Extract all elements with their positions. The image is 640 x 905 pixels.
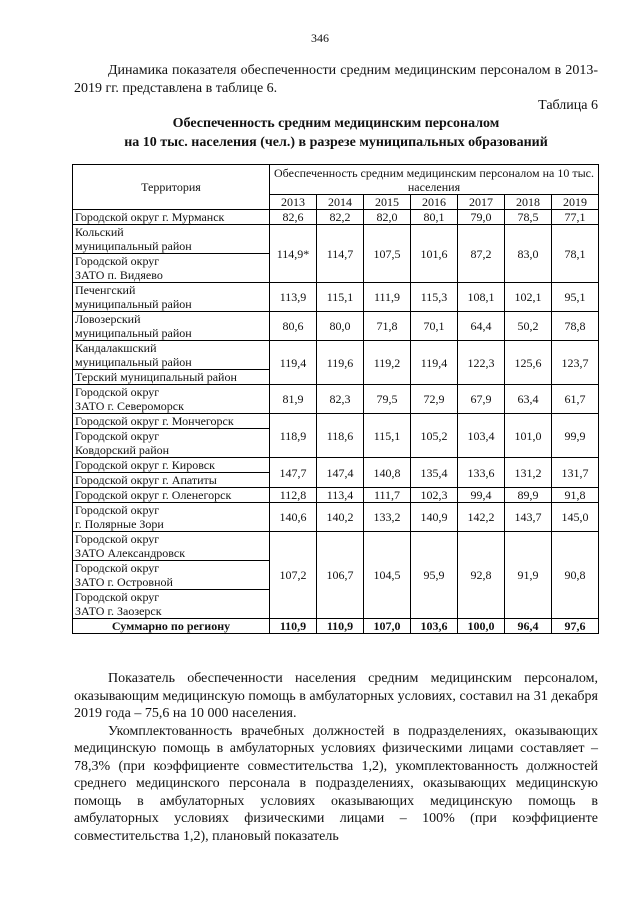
territory-line: муниципальный район — [75, 239, 192, 253]
territory-cell — [73, 429, 270, 458]
paragraph-outpatient-indicator: Показатель обеспеченности населения средним медицинским персоналом, оказывающим медицинскую помощь в амбулаторных условиях, составил на 31 декабря 2019 года – 75,6 на 10 000 населения. — [74, 671, 598, 721]
value-cell: 115,3 — [411, 283, 458, 312]
value-cell: 82,2 — [317, 210, 364, 225]
value-cell: 113,4 — [317, 488, 364, 503]
territory-line: Кольский — [75, 225, 124, 239]
value-cell: 140,9 — [411, 503, 458, 532]
value-cell: 82,0 — [364, 210, 411, 225]
territory-line: ЗАТО г. Заозерск — [75, 604, 162, 618]
value-cell: 119,2 — [364, 341, 411, 385]
value-cell: 131,7 — [552, 458, 599, 488]
total-label: Суммарно по региону — [73, 619, 270, 634]
territory-cell — [73, 370, 270, 385]
value-cell: 71,8 — [364, 312, 411, 341]
value-cell: 78,1 — [552, 225, 599, 283]
territory-line: Городской округ — [75, 590, 160, 604]
table-row — [73, 503, 599, 532]
value-cell: 135,4 — [411, 458, 458, 488]
header-year: 2019 — [552, 195, 599, 210]
value-cell: 122,3 — [458, 341, 505, 385]
value-cell: 104,5 — [364, 532, 411, 619]
value-cell: 108,1 — [458, 283, 505, 312]
territory-line: Городской округ — [75, 429, 160, 443]
table-row — [73, 283, 599, 312]
value-cell: 83,0 — [505, 225, 552, 283]
value-cell: 114,7 — [317, 225, 364, 283]
territory-line: муниципальный район — [75, 297, 192, 311]
intro-paragraph: Динамика показателя обеспеченности средним медицинским персоналом в 2013-2019 гг. представлена в таблице 6. — [74, 63, 598, 96]
value-cell: 147,4 — [317, 458, 364, 488]
territory-line: Ловозерский — [75, 312, 141, 326]
table-header — [73, 165, 599, 210]
value-cell: 102,3 — [411, 488, 458, 503]
header-year: 2016 — [411, 195, 458, 210]
territory-cell — [73, 210, 270, 225]
total-row — [73, 619, 599, 634]
value-cell: 111,7 — [364, 488, 411, 503]
value-cell: 80,0 — [317, 312, 364, 341]
value-cell: 133,2 — [364, 503, 411, 532]
territory-line: Городской округ — [75, 532, 160, 546]
territory-cell — [73, 414, 270, 429]
value-cell: 80,1 — [411, 210, 458, 225]
value-cell: 78,5 — [505, 210, 552, 225]
header-year: 2017 — [458, 195, 505, 210]
territory-line: ЗАТО г. Североморск — [75, 399, 184, 413]
header-provision-group: Обеспеченность средним медицинским персоналом на 10 тыс. населения — [270, 165, 599, 195]
value-cell: 147,7 — [270, 458, 317, 488]
value-cell: 131,2 — [505, 458, 552, 488]
value-cell: 105,2 — [411, 414, 458, 458]
value-cell: 133,6 — [458, 458, 505, 488]
value-cell: 118,9 — [270, 414, 317, 458]
value-cell: 115,1 — [317, 283, 364, 312]
value-cell: 92,8 — [458, 532, 505, 619]
table-title — [74, 114, 598, 152]
value-cell: 95,9 — [411, 532, 458, 619]
value-cell: 143,7 — [505, 503, 552, 532]
value-cell: 112,8 — [270, 488, 317, 503]
territory-line: Печенгский — [75, 283, 136, 297]
value-cell: 90,8 — [552, 532, 599, 619]
value-cell: 67,9 — [458, 385, 505, 414]
value-cell: 119,6 — [317, 341, 364, 385]
table-row — [73, 488, 599, 503]
table-row — [73, 225, 599, 254]
header-year: 2015 — [364, 195, 411, 210]
value-cell: 140,6 — [270, 503, 317, 532]
body-text — [74, 670, 598, 845]
value-cell: 125,6 — [505, 341, 552, 385]
paragraph-staffing: Укомплектованность врачебных должностей в подразделениях, оказывающих медицинскую помощь в амбулаторных условиях физическими лицами составляет – 78,3% (при коэффициенте совместительства 1,2), укомплектованность должностей среднего медицинского персонала в подразделениях, оказывающих медицинскую помощь в амбулаторных условиях оказывающих медицинскую помощь в амбулаторных условиях физическими лицами – 100% (при коэффициенте совместительства 1,2), плановый показатель — [74, 723, 598, 844]
territory-cell — [73, 225, 270, 254]
value-cell: 91,8 — [552, 488, 599, 503]
value-cell: 78,8 — [552, 312, 599, 341]
value-cell: 80,6 — [270, 312, 317, 341]
table-row — [73, 210, 599, 225]
value-cell: 114,9* — [270, 225, 317, 283]
territory-cell — [73, 473, 270, 488]
territory-cell — [73, 385, 270, 414]
territory-cell — [73, 590, 270, 619]
value-cell: 50,2 — [505, 312, 552, 341]
territory-line: г. Полярные Зори — [75, 517, 164, 531]
total-value-cell: 110,9 — [317, 619, 364, 634]
territory-line: Городской округ — [75, 254, 160, 268]
value-cell: 79,5 — [364, 385, 411, 414]
value-cell: 101,0 — [505, 414, 552, 458]
table-title-line-2: на 10 тыс. населения (чел.) в разрезе муниципальных образований — [124, 135, 548, 150]
value-cell: 119,4 — [411, 341, 458, 385]
territory-line: Городской округ — [75, 561, 160, 575]
table-row — [73, 532, 599, 561]
territory-cell — [73, 458, 270, 473]
value-cell: 106,7 — [317, 532, 364, 619]
territory-line: Городской округ г. Оленегорск — [75, 488, 232, 502]
total-value-cell: 103,6 — [411, 619, 458, 634]
territory-cell — [73, 254, 270, 283]
provision-table — [72, 164, 599, 634]
table-body — [73, 210, 599, 634]
header-year: 2018 — [505, 195, 552, 210]
table-row — [73, 458, 599, 473]
value-cell: 95,1 — [552, 283, 599, 312]
value-cell: 91,9 — [505, 532, 552, 619]
territory-cell — [73, 532, 270, 561]
header-year: 2014 — [317, 195, 364, 210]
territory-cell — [73, 503, 270, 532]
territory-line: ЗАТО г. Островной — [75, 575, 173, 589]
territory-cell — [73, 283, 270, 312]
total-value-cell: 110,9 — [270, 619, 317, 634]
header-year: 2013 — [270, 195, 317, 210]
territory-cell — [73, 312, 270, 341]
territory-line: Кандалакшский — [75, 341, 157, 355]
total-value-cell: 100,0 — [458, 619, 505, 634]
table-row — [73, 414, 599, 429]
value-cell: 118,6 — [317, 414, 364, 458]
total-value-cell: 107,0 — [364, 619, 411, 634]
value-cell: 61,7 — [552, 385, 599, 414]
value-cell: 102,1 — [505, 283, 552, 312]
territory-line: Ковдорский район — [75, 443, 170, 457]
value-cell: 107,5 — [364, 225, 411, 283]
value-cell: 64,4 — [458, 312, 505, 341]
value-cell: 63,4 — [505, 385, 552, 414]
value-cell: 77,1 — [552, 210, 599, 225]
table-row — [73, 312, 599, 341]
value-cell: 89,9 — [505, 488, 552, 503]
value-cell: 140,8 — [364, 458, 411, 488]
value-cell: 87,2 — [458, 225, 505, 283]
value-cell: 115,1 — [364, 414, 411, 458]
value-cell: 142,2 — [458, 503, 505, 532]
value-cell: 145,0 — [552, 503, 599, 532]
table-row — [73, 385, 599, 414]
table-row — [73, 341, 599, 370]
territory-line: муниципальный район — [75, 355, 192, 369]
territory-cell — [73, 341, 270, 370]
territory-line: ЗАТО Александровск — [75, 546, 186, 560]
value-cell: 103,4 — [458, 414, 505, 458]
value-cell: 70,1 — [411, 312, 458, 341]
header-territory: Территория — [73, 165, 270, 210]
value-cell: 82,6 — [270, 210, 317, 225]
value-cell: 99,9 — [552, 414, 599, 458]
value-cell: 111,9 — [364, 283, 411, 312]
value-cell: 81,9 — [270, 385, 317, 414]
value-cell: 72,9 — [411, 385, 458, 414]
page-number: 346 — [311, 31, 329, 45]
value-cell: 113,9 — [270, 283, 317, 312]
table-title-line-1: Обеспеченность средним медицинским персоналом — [172, 116, 500, 131]
value-cell: 101,6 — [411, 225, 458, 283]
territory-line: Городской округ г. Кировск — [75, 458, 215, 472]
total-value-cell: 97,6 — [552, 619, 599, 634]
value-cell: 140,2 — [317, 503, 364, 532]
territory-line: Городской округ — [75, 385, 160, 399]
territory-line: Терский муниципальный район — [75, 370, 237, 384]
territory-line: ЗАТО п. Видяево — [75, 268, 163, 282]
territory-cell — [73, 488, 270, 503]
value-cell: 82,3 — [317, 385, 364, 414]
territory-line: Городской округ — [75, 503, 160, 517]
value-cell: 79,0 — [458, 210, 505, 225]
value-cell: 99,4 — [458, 488, 505, 503]
territory-line: Городской округ г. Апатиты — [75, 473, 217, 487]
value-cell: 119,4 — [270, 341, 317, 385]
value-cell: 107,2 — [270, 532, 317, 619]
table-caption: Таблица 6 — [538, 98, 598, 113]
territory-cell — [73, 561, 270, 590]
territory-line: Городской округ г. Мончегорск — [75, 414, 234, 428]
territory-line: Городской округ г. Мурманск — [75, 210, 225, 224]
value-cell: 123,7 — [552, 341, 599, 385]
territory-line: муниципальный район — [75, 326, 192, 340]
total-value-cell: 96,4 — [505, 619, 552, 634]
